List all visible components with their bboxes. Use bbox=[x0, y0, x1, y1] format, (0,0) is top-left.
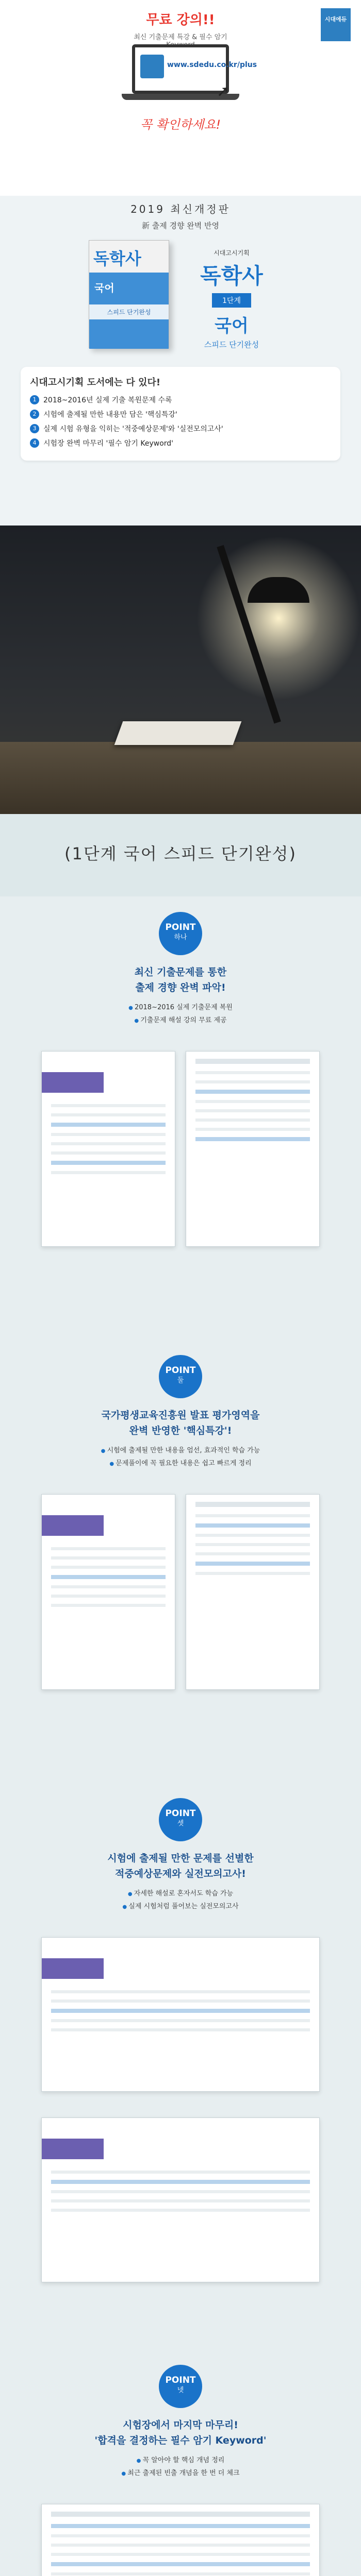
cover-header bbox=[89, 241, 169, 273]
level-badge: 1단계 bbox=[212, 293, 251, 308]
sample-page-tab bbox=[42, 1958, 104, 1979]
feature-number: 2 bbox=[30, 410, 39, 419]
sample-page-tab bbox=[42, 1515, 104, 1536]
header-section bbox=[0, 0, 361, 196]
point-section-1 bbox=[0, 896, 361, 1340]
site-logo-icon bbox=[140, 55, 164, 78]
desk-surface bbox=[0, 742, 361, 814]
point-bullets bbox=[0, 1002, 361, 1027]
point-badge-number: 넷 bbox=[177, 2386, 184, 2394]
point-bullets bbox=[0, 1445, 361, 1470]
check-script-text: 꼭 확인하세요! bbox=[140, 117, 221, 132]
bullet-item: ● 기출문제 해설 강의 무료 제공 bbox=[0, 1014, 361, 1027]
title-strip bbox=[0, 814, 361, 896]
laptop-screen bbox=[132, 44, 257, 94]
point-bullets bbox=[0, 1888, 361, 1913]
feature-item bbox=[30, 438, 331, 448]
point-badge-number: 셋 bbox=[177, 1820, 184, 1827]
point-heading: 시험장에서 마지막 마무리! '합격을 결정하는 필수 암기 Keyword' bbox=[94, 2419, 267, 2446]
book-speed-label: 스피드 단기완성 bbox=[204, 340, 259, 349]
bullet-item: ● 실제 시험처럼 풀어보는 실전모의고사 bbox=[0, 1901, 361, 1913]
point-heading: 국가평생교육진흥원 발표 평가영역을 완벽 반영한 '핵심특강'! bbox=[101, 1410, 260, 1436]
bullet-item: ● 최근 출제된 빈출 개념을 한 번 더 체크 bbox=[0, 2467, 361, 2480]
book-section bbox=[0, 196, 361, 526]
book-title: 독학사 bbox=[200, 263, 263, 289]
point-badge-label: POINT bbox=[165, 922, 196, 933]
free-lecture-banner bbox=[120, 9, 241, 49]
point-section-3 bbox=[0, 1783, 361, 2349]
point-heading: 최신 기출문제를 통한 출제 경향 완벽 파악! bbox=[134, 967, 227, 993]
feature-text: 실제 시험 유형을 익히는 '적중예상문제'와 '실전모의고사' bbox=[43, 425, 223, 433]
bullet-item: ● 자세한 해설로 혼자서도 학습 가능 bbox=[0, 1888, 361, 1901]
point-heading: 시험에 출제될 만한 문제를 선별한 적중예상문제와 실전모의고사! bbox=[107, 1853, 254, 1879]
edition-subtitle: 新 출제 경향 완벽 반영 bbox=[142, 221, 219, 230]
sample-page-left bbox=[41, 1494, 175, 1690]
publisher-label: 시대고시기획 bbox=[214, 249, 250, 257]
sample-page-right bbox=[186, 1494, 320, 1690]
feature-item bbox=[30, 395, 331, 405]
cover-subject: 국어 bbox=[94, 282, 114, 294]
edition-year: 2019 최신개정판 bbox=[130, 203, 231, 215]
point-badge-label: POINT bbox=[165, 1808, 196, 1819]
point-badge-number: 둘 bbox=[177, 1377, 184, 1384]
desk-lamp-photo bbox=[0, 526, 361, 814]
point-bullets bbox=[0, 2454, 361, 2480]
point-badge-label: POINT bbox=[165, 2375, 196, 2385]
sample-page-tab bbox=[42, 2139, 104, 2159]
book-cover bbox=[89, 240, 169, 348]
feature-number: 4 bbox=[30, 438, 39, 448]
bullet-item: ● 문제풀이에 꼭 필요한 내용은 쉽고 빠르게 정리 bbox=[0, 1458, 361, 1470]
book-hero bbox=[31, 201, 330, 231]
strip-title: (1단계 국어 스피드 단기완성) bbox=[64, 844, 297, 863]
bullet-item: ● 2018~2016 실제 기출문제 복원 bbox=[0, 1002, 361, 1014]
feature-number: 1 bbox=[30, 395, 39, 404]
feature-text: 시험장 완벽 마무리 '필수 암기 Keyword' bbox=[43, 439, 174, 448]
free-lecture-title: 무료 강의!! bbox=[146, 12, 215, 28]
book-subject: 국어 bbox=[215, 316, 249, 336]
open-book-image bbox=[114, 721, 242, 745]
bullet-item: ● 시험에 출제될 만한 내용을 엄선, 효과적인 학습 가능 bbox=[0, 1445, 361, 1458]
feature-text: 2018~2016년 실제 기출 복원문제 수록 bbox=[43, 396, 172, 404]
feature-text: 시험에 출제될 만한 내용만 담은 '핵심특강' bbox=[43, 411, 177, 419]
point-badge-label: POINT bbox=[165, 1365, 196, 1376]
cover-body bbox=[89, 273, 169, 349]
feature-item bbox=[30, 409, 331, 419]
brand-logo[interactable]: 시대에듀 bbox=[321, 8, 351, 41]
feature-number: 3 bbox=[30, 424, 39, 433]
feature-item bbox=[30, 423, 331, 434]
features-box bbox=[21, 367, 340, 461]
sample-page-tab bbox=[42, 1072, 104, 1093]
point-badge-number: 하나 bbox=[174, 934, 187, 941]
cover-title: 독학사 bbox=[93, 249, 141, 268]
point-badge bbox=[159, 1355, 202, 1398]
sample-page-bottom bbox=[41, 2117, 320, 2282]
bullet-item: ● 꼭 알아야 할 핵심 개념 정리 bbox=[0, 2454, 361, 2467]
point-section-2 bbox=[0, 1340, 361, 1783]
site-url-link[interactable]: www.sdedu.co.kr/plus bbox=[167, 61, 257, 69]
features-heading: 시대고시기획 도서에는 다 있다! bbox=[30, 377, 161, 388]
point-badge bbox=[159, 2365, 202, 2408]
sample-page-left bbox=[41, 1051, 175, 1247]
keyword-sample-page bbox=[41, 2504, 320, 2576]
point-section-4 bbox=[0, 2349, 361, 2576]
point-badge bbox=[159, 912, 202, 955]
cursor-icon: ➚ bbox=[217, 82, 230, 100]
book-title-block bbox=[183, 248, 281, 350]
point-badge bbox=[159, 1798, 202, 1841]
sample-page-top bbox=[41, 1937, 320, 2092]
free-lecture-subtitle: 최신 기출문제 특강 & 필수 암기 bbox=[134, 33, 227, 41]
cover-speed-label: 스피드 단기완성 bbox=[89, 304, 169, 319]
sample-page-right bbox=[186, 1051, 320, 1247]
